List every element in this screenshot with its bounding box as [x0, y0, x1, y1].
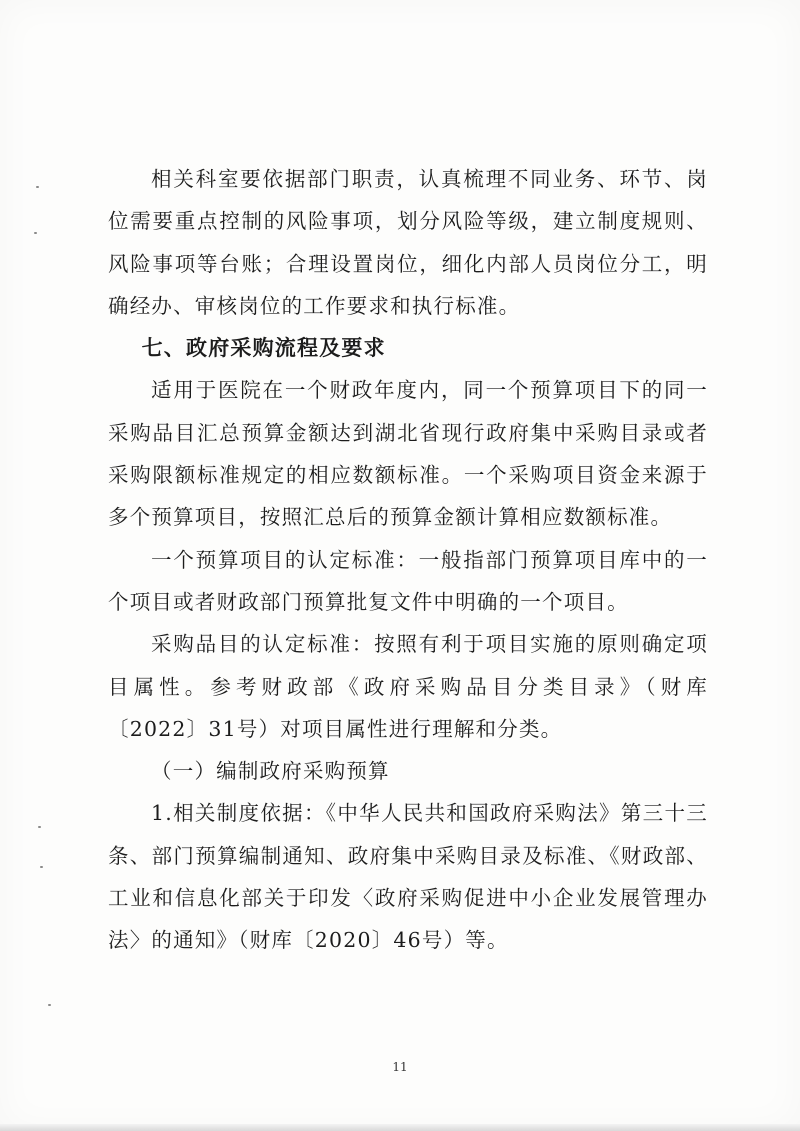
- scan-speck: [38, 826, 41, 828]
- paragraph-scope: 适用于医院在一个财政年度内，同一个预算项目下的同一采购品目汇总预算金额达到湖北省现行政府集中采购目录或者采购限额标准规定的相应数额标准。一个采购项目资金来源于多个预算项目，按照汇总后的预算金额计算相应数额标准。: [108, 378, 708, 530]
- page-number: 11: [392, 1060, 408, 1074]
- page-bottom-edge: [0, 1124, 800, 1131]
- section-heading-procurement: 七、政府采购流程及要求: [141, 336, 386, 361]
- scan-speck: [36, 186, 39, 188]
- paragraph-budget-item-standard: 一个预算项目的认定标准：一般指部门预算项目库中的一个项目或者财政部门预算批复文件中明确的一个项目。: [108, 547, 708, 614]
- paragraph-category-standard: 采购品目的认定标准：按照有利于项目实施的原则确定项目属性。参考财政部《政府采购品目分类目录》（财库〔2022〕31号）对项目属性进行理解和分类。: [108, 632, 708, 741]
- paragraph-legal-basis: 1.相关制度依据：《中华人民共和国政府采购法》第三十三条、部门预算编制通知、政府集中采购目录及标准、《财政部、工业和信息化部关于印发〈政府采购促进中小企业发展管理办法〉的通知》（财库〔2020〕46号）等。: [108, 801, 708, 953]
- subsection-heading-budget: （一）编制政府采购预算: [151, 759, 390, 784]
- scan-speck: [48, 1004, 51, 1006]
- scan-speck: [34, 232, 37, 234]
- body-text: [108, 158, 708, 962]
- paragraph-risk-control: 相关科室要依据部门职责，认真梳理不同业务、环节、岗位需要重点控制的风险事项，划分风险等级，建立制度规则、风险事项等台账；合理设置岗位，细化内部人员岗位分工，明确经办、审核岗位的工作要求和执行标准。: [108, 167, 708, 318]
- scan-speck: [40, 866, 43, 868]
